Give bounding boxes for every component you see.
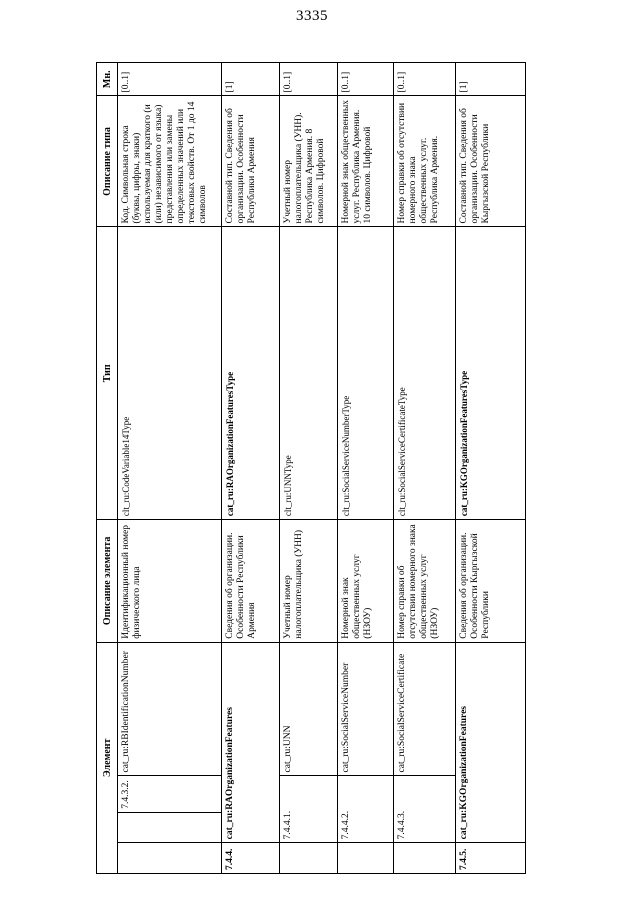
element-type: clt_ru:SocialServiceNumberType <box>338 227 394 520</box>
table-row <box>118 63 222 874</box>
row-number: 7.4.5. <box>456 843 526 874</box>
indent-cell <box>280 843 338 874</box>
table-row <box>338 63 394 874</box>
element-description: Номерной знак общественных услуг (НЗОУ) <box>338 520 394 643</box>
element-type: cat_ru:KGOrganizationFeaturesType <box>456 227 526 520</box>
header-multiplicity: Мн. <box>97 63 118 96</box>
row-number: 7.4.3.2. <box>118 776 222 812</box>
table-header-row <box>97 63 118 874</box>
element-description: Учетный номер налогоплательщика (УНН) <box>280 520 338 643</box>
row-number: 7.4.4.2. <box>338 776 394 843</box>
header-element: Элемент <box>97 642 118 873</box>
table-row <box>222 63 280 874</box>
header-type-description: Описание типа <box>97 96 118 227</box>
element-type: clt_ru:CodeVariable14Type <box>118 227 222 520</box>
row-number: 7.4.4.3. <box>394 776 456 843</box>
multiplicity: [0..1] <box>338 63 394 96</box>
spec-table <box>96 62 526 874</box>
element-type: cat_ru:RAOrganizationFeaturesType <box>222 227 280 520</box>
multiplicity: [0..1] <box>394 63 456 96</box>
element-name: cat_ru:SocialServiceCertificate <box>394 642 456 776</box>
element-description: Сведения об организации. Особенности Республики Армения <box>222 520 280 643</box>
element-description: Идентификационный номер физического лица <box>118 520 222 643</box>
element-name: cat_ru:RBIdentificationNumber <box>118 642 222 776</box>
row-number: 7.4.4. <box>222 843 280 874</box>
type-description: Учетный номер налогоплательщика (УНН). Республика Армения. 8 символов. Цифровой <box>280 96 338 227</box>
element-name: cat_ru:SocialServiceNumber <box>338 642 394 776</box>
type-description: Составной тип. Сведения об организации. Особенности Республики Армения <box>222 96 280 227</box>
multiplicity: [0..1] <box>118 63 222 96</box>
indent-cell <box>118 812 222 843</box>
table-row <box>280 63 338 874</box>
element-type: clt_ru:UNNType <box>280 227 338 520</box>
multiplicity: [1] <box>456 63 526 96</box>
type-description: Номерной знак общественных услуг. Республика Армения. 10 символов. Цифровой <box>338 96 394 227</box>
type-description: Составной тип. Сведения об организации. Особенности Кыргызской Республики <box>456 96 526 227</box>
header-type: Тип <box>97 227 118 520</box>
element-name: cat_ru:UNN <box>280 642 338 776</box>
element-type: clt_ru:SocialServiceCertificateType <box>394 227 456 520</box>
table-row <box>456 63 526 874</box>
element-description: Номер справки об отсутствии номерного знака общественных услуг (НЗОУ) <box>394 520 456 643</box>
row-number: 7.4.4.1. <box>280 776 338 843</box>
indent-cell <box>338 843 394 874</box>
indent-cell <box>394 843 456 874</box>
header-element-description: Описание элемента <box>97 520 118 643</box>
page-number: 3335 <box>296 8 328 24</box>
multiplicity: [0..1] <box>280 63 338 96</box>
element-name: cat_ru:KGOrganizationFeatures <box>456 642 526 843</box>
type-description: Номер справки об отсутствии номерного знака общественных услуг. Республика Армения. <box>394 96 456 227</box>
multiplicity: [1] <box>222 63 280 96</box>
table-row <box>394 63 456 874</box>
indent-cell <box>118 843 222 874</box>
rotated-table-container <box>96 62 526 874</box>
type-description: Код. Символьная строка (буквы, цифры, знаки) используемая для краткого (и (или) независимого от языка) представления или замены определенных значений или текстовых свойств. От 1 до 14 символов <box>118 96 222 227</box>
element-name: cat_ru:RAOrganizationFeatures <box>222 642 280 843</box>
element-description: Сведения об организации. Особенности Кыргызской Республики <box>456 520 526 643</box>
